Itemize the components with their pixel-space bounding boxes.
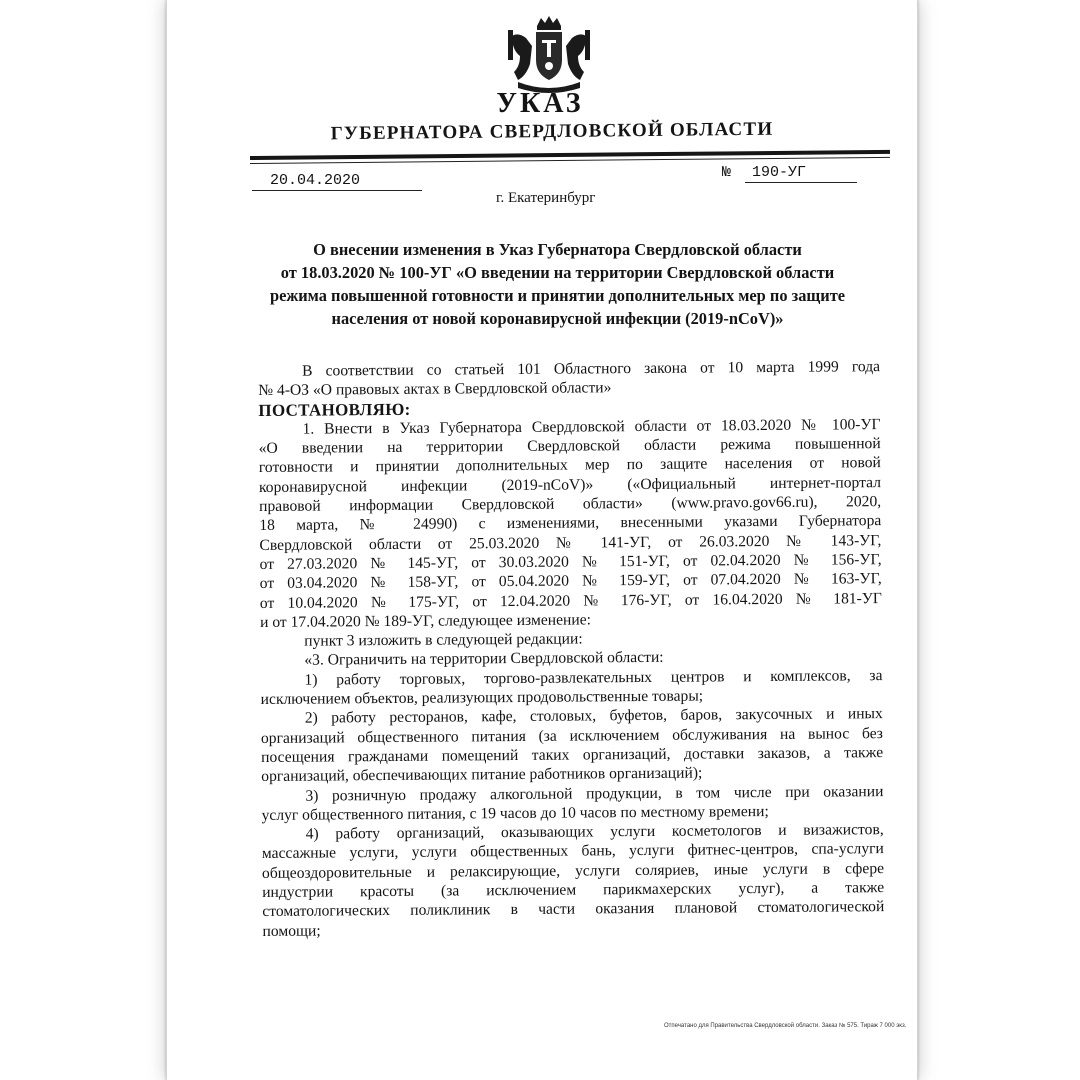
body-line: 3) розничную продажу алкогольной продукции, в том числе при оказании (305, 782, 884, 805)
body-line: правовой информации Свердловской области» (www.pravo.gov66.ru), 2020, (259, 493, 882, 516)
body-line: организаций, обеспечивающих питание работников организаций); (261, 764, 703, 786)
number-underline (745, 182, 857, 183)
heading-line: режима повышенной готовности и принятии дополнительных мер по защите (269, 286, 846, 305)
body-line: и от 17.04.2020 № 189-УГ, следующее изменение: (259, 611, 592, 631)
body-line: «3. Ограничить на территории Свердловской области: (304, 649, 664, 670)
body-line: массажные услуги, услуги общественных бань, услуги фитнес-центров, спа-услуги (261, 840, 884, 863)
number-value: 190-УГ (752, 164, 807, 181)
body-line: организаций общественного питания (за исключением обслуживания на вынос без (260, 724, 884, 747)
body-line: индустрии красоты (за исключением парикмахерских услуг), а также (262, 879, 885, 901)
number-label: № (722, 164, 732, 181)
document-body (258, 357, 885, 941)
body-line: В соответствии со статьей 101 Областного закона от 10 марта 1999 года (302, 358, 881, 380)
body-line: готовности и принятии дополнительных мер по защите населения от новой (258, 454, 881, 477)
body-line: 1. Внести в Указ Губернатора Свердловской области от 18.03.2020 № 100-УГ (302, 416, 881, 438)
body-line: 4) работу организаций, оказывающих услуги косметологов и визажистов, (305, 821, 884, 843)
body-line: от 27.03.2020 № 145-УГ, от 30.03.2020 № 151-УГ, от 02.04.2020 № 156-УГ, (259, 551, 882, 573)
document-number (722, 164, 806, 181)
body-line: от 10.04.2020 № 175-УГ, от 12.04.2020 № 176-УГ, от 16.04.2020 № 181-УГ (259, 589, 882, 612)
decree-word: ПОСТАНОВЛЯЮ: (258, 399, 411, 420)
document-heading (250, 238, 865, 330)
body-line: Свердловской области от 25.03.2020 № 141-УГ, от 26.03.2020 № 143-УГ, (259, 531, 882, 554)
body-line: 1) работу торговых, торгово-развлекательных центров и комплексов, за (304, 666, 883, 689)
document-date: 20.04.2020 (270, 172, 361, 189)
body-line: коронавирусной инфекции (2019-nCoV)» («Официальный интернет-портал (258, 473, 882, 496)
body-line: 18 марта, № 24990) с изменениями, внесенными указами Губернатора (259, 512, 882, 535)
body-line: «О введении на территории Свердловской области режима повышенной (258, 435, 881, 458)
body-line: пункт 3 изложить в следующей редакции: (304, 630, 583, 650)
coat-of-arms-icon (504, 16, 594, 94)
document-title: УКАЗ (496, 88, 584, 119)
body-line: услуг общественного питания, с 19 часов до 10 часов по местному времени; (261, 802, 769, 824)
body-line: исключением объектов, реализующих продовольственные товары; (260, 687, 704, 709)
body-line: помощи; (262, 922, 321, 940)
heading-line: населения от новой коронавирусной инфекции (2019-nCoV)» (331, 309, 784, 328)
body-line: посещения гражданами помещений таких организаций, доставки заказов, а также (261, 744, 884, 766)
document-city: г. Екатеринбург (496, 190, 596, 206)
print-note: Отпечатано для Правительства Свердловской области. Заказ № 575. Тираж 7 000 экз. (664, 1023, 907, 1029)
body-line: стоматологических поликлиник в части оказания плановой стоматологической (262, 898, 885, 921)
body-line: № 4-ОЗ «О правовых актах в Свердловской области» (258, 379, 612, 400)
body-line: общеоздоровительные и релаксирующие, услуги соляриев, иные услуги в сфере (261, 859, 885, 882)
document-subtitle: ГУБЕРНАТОРА СВЕРДЛОВСКОЙ ОБЛАСТИ (330, 118, 774, 145)
body-line: 2) работу ресторанов, кафе, столовых, буфетов, баров, закусочных и иных (304, 705, 883, 727)
date-underline (252, 190, 422, 191)
heading-line: от 18.03.2020 № 100-УГ «О введении на территории Свердловской области (280, 263, 835, 282)
heading-line: О внесении изменения в Указ Губернатора Свердловской области (313, 240, 802, 259)
body-line: от 03.04.2020 № 158-УГ, от 05.04.2020 № 159-УГ, от 07.04.2020 № 163-УГ, (259, 570, 882, 593)
